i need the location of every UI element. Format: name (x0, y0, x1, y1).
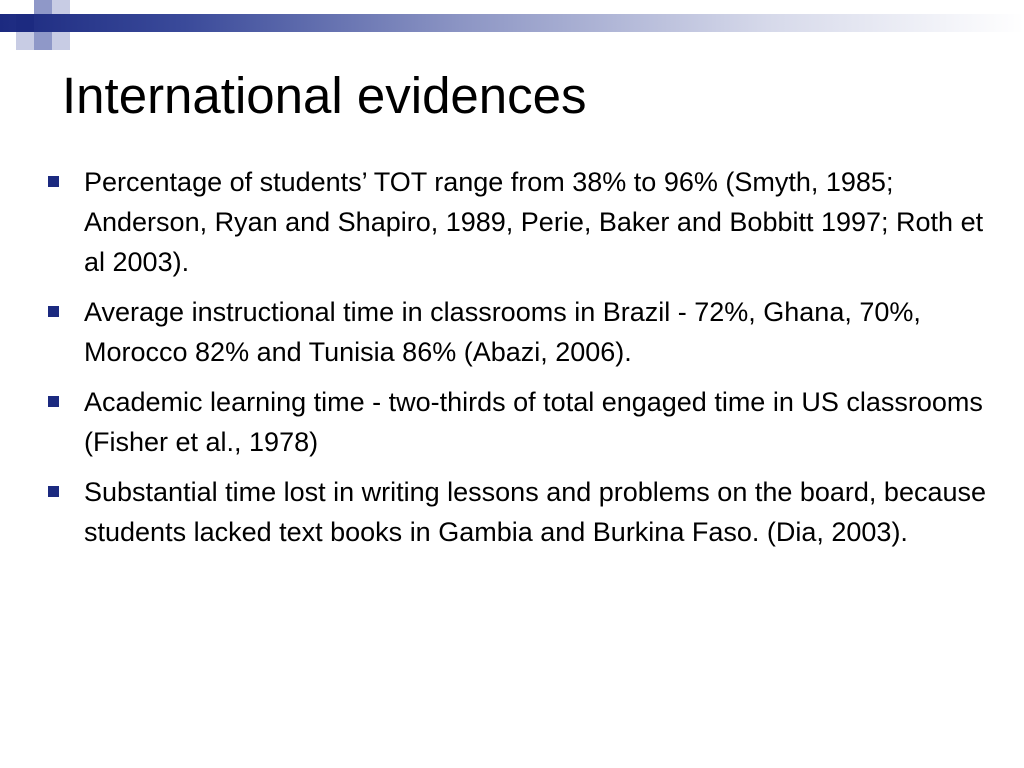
square-bullet-icon (48, 176, 59, 187)
bullet-text: Average instructional time in classrooms in Brazil - 72%, Ghana, 70%, Morocco 82% and Tunisia 86% (Abazi, 2006). (84, 297, 921, 367)
decor-square-mid-lower (34, 32, 52, 50)
decor-square-light-lower-right (52, 32, 70, 50)
square-bullet-icon (48, 486, 59, 497)
bullet-item (44, 382, 1004, 462)
slide-title: International evidences (62, 67, 587, 124)
decor-square-mid (34, 0, 52, 14)
bullet-item (44, 162, 1004, 282)
decor-square-light (52, 0, 70, 14)
square-bullet-icon (48, 396, 59, 407)
bullet-list (44, 162, 1004, 562)
bullet-item (44, 472, 1004, 552)
bullet-text: Percentage of students’ TOT range from 38% to 96% (Smyth, 1985; Anderson, Ryan and Shapiro, 1989, Perie, Baker and Bobbitt 1997; Roth et al 2003). (84, 167, 984, 277)
bullet-text: Academic learning time - two-thirds of total engaged time in US classrooms (Fisher et al., 1978) (84, 387, 983, 457)
decor-square-light-lower (16, 32, 34, 50)
header-gradient-band (0, 14, 1024, 32)
decor-square-dark (16, 14, 34, 32)
square-bullet-icon (48, 306, 59, 317)
bullet-text: Substantial time lost in writing lessons and problems on the board, because students lacked text books in Gambia and Burkina Faso. (Dia, 2003). (84, 477, 987, 547)
bullet-item (44, 292, 1004, 372)
